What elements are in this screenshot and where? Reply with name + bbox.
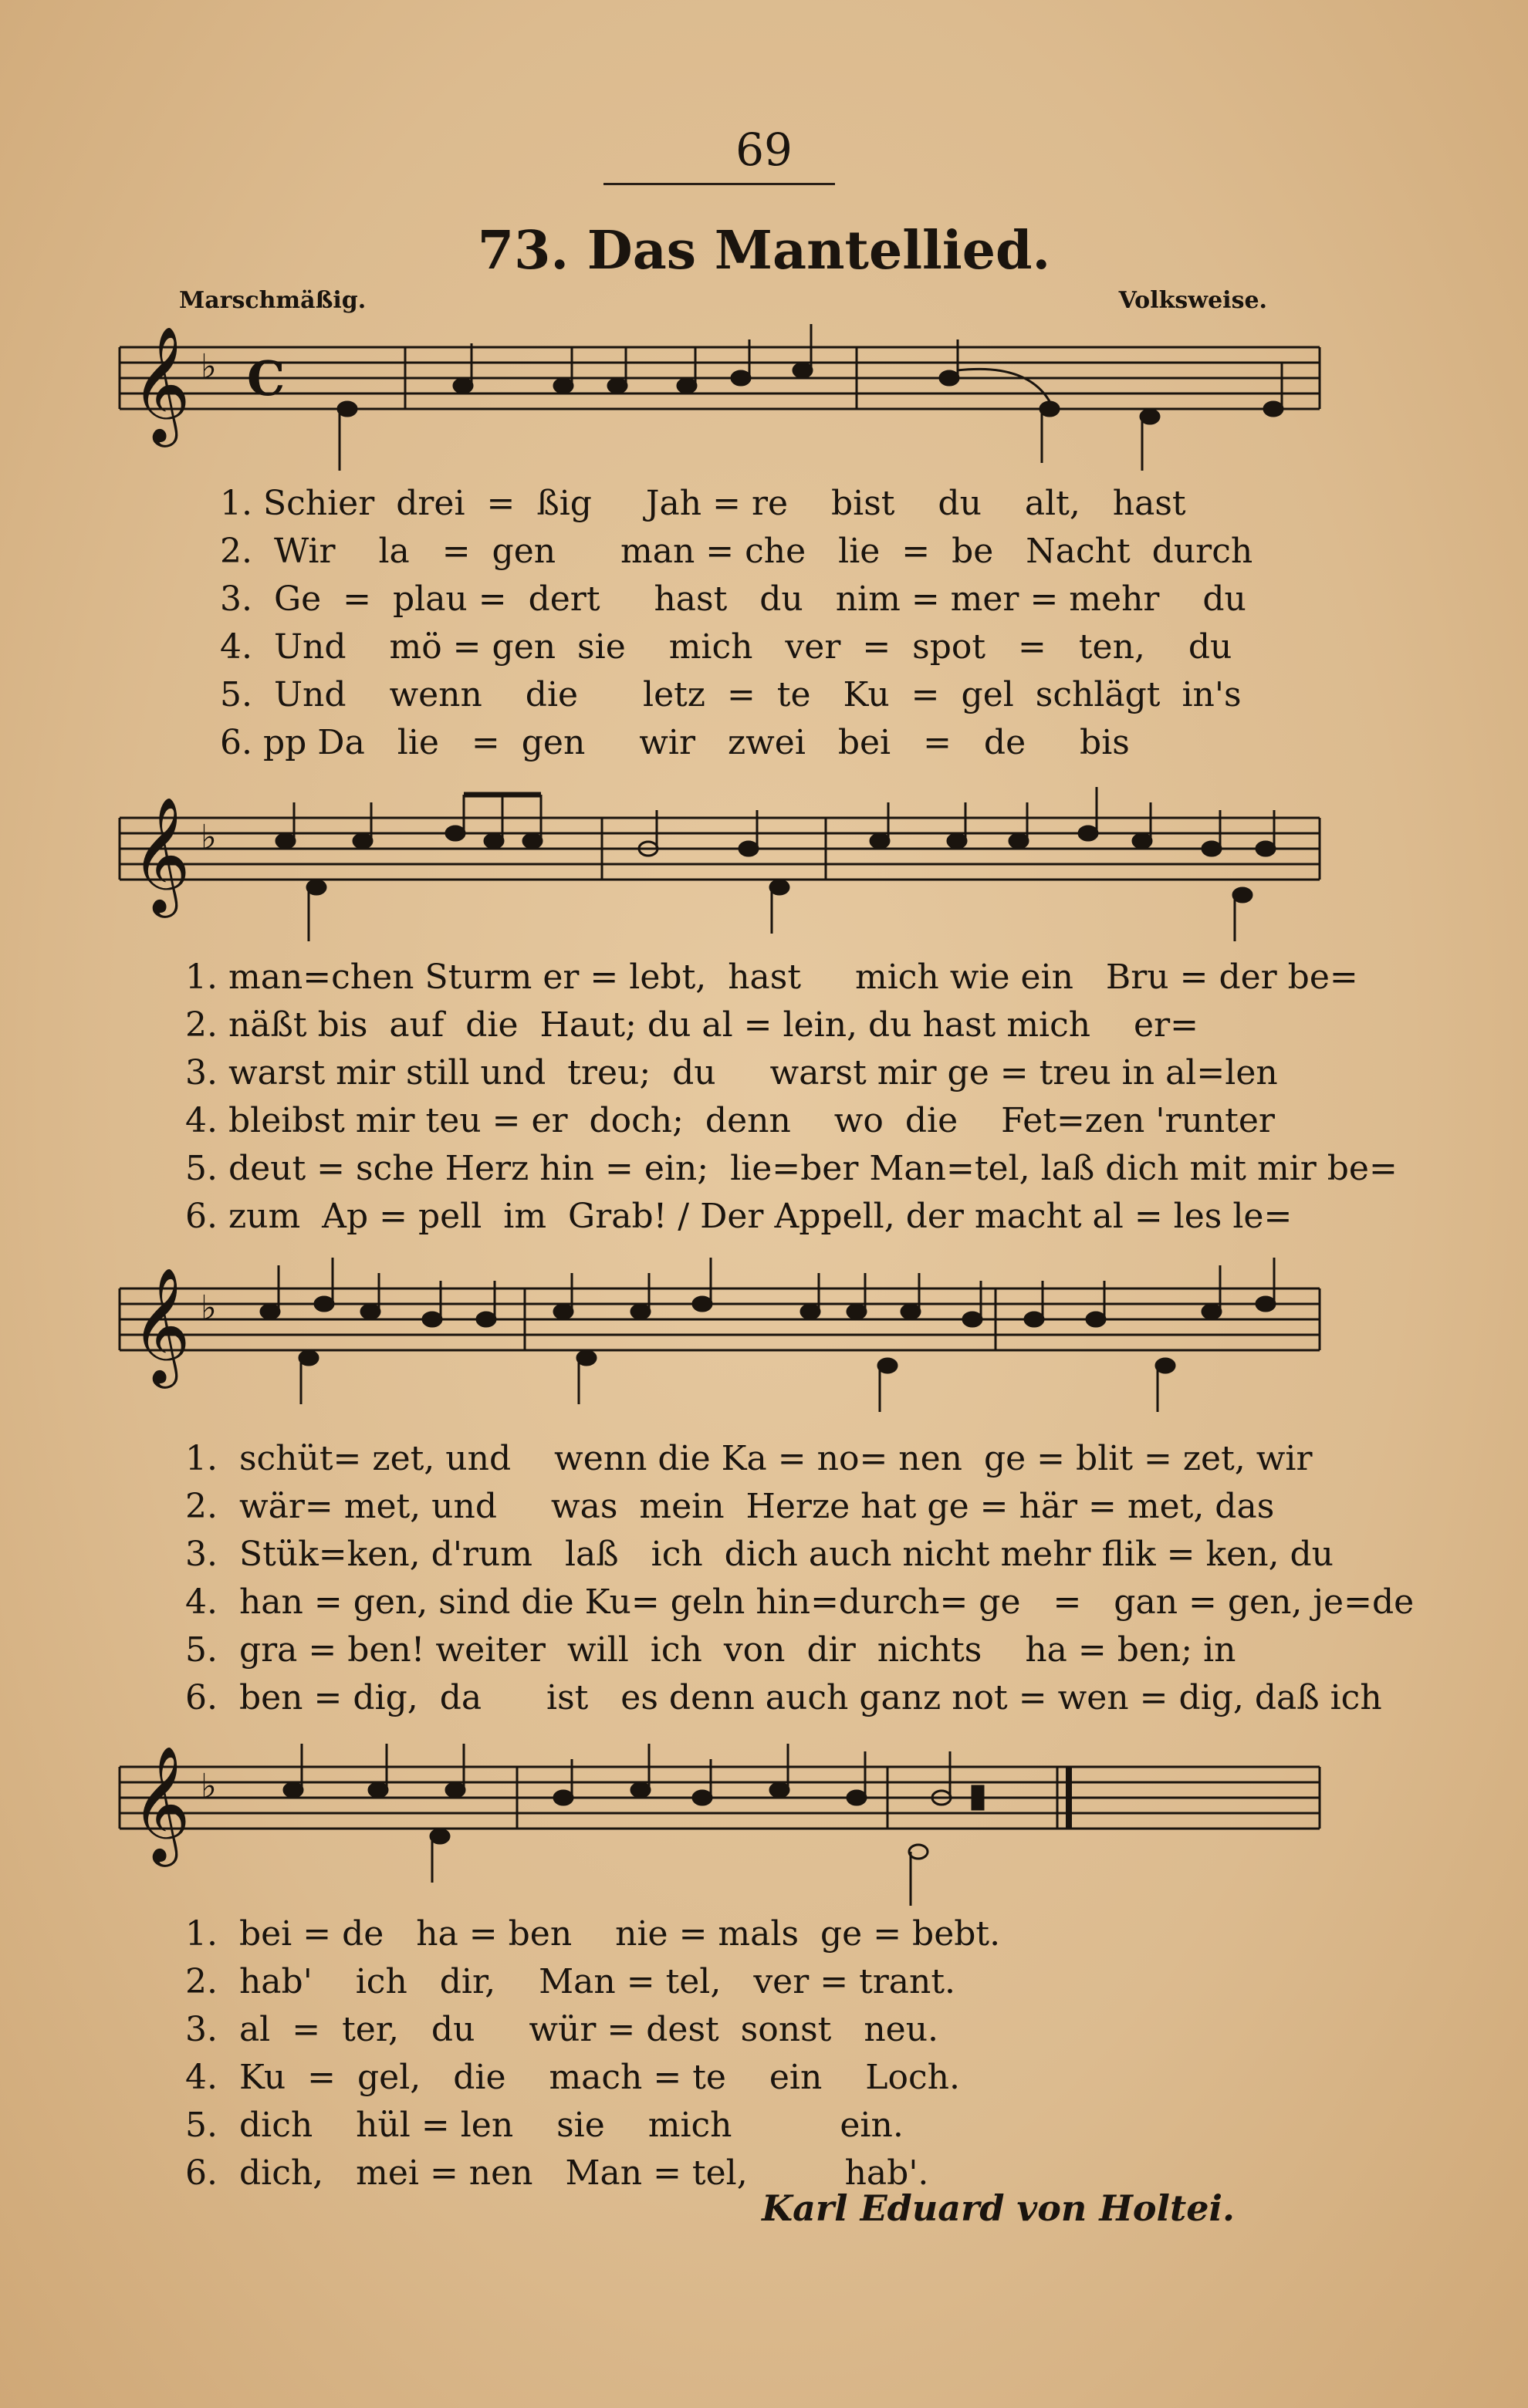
lyric-line: 2. Wir la = gen man = che lie = be Nacht durch: [220, 532, 1253, 571]
lyrics-block-1: [220, 480, 1331, 767]
lyric-line: 4. han = gen, sind die Ku= geln hin=durch= ge = gan = gen, je=de: [185, 1582, 1415, 1622]
lyrics-block-4: [185, 1910, 1296, 2197]
lyric-line: 3. warst mir still und treu; du warst mir ge = treu in al=len: [185, 1053, 1278, 1093]
lyrics-block-3: [185, 1435, 1415, 1722]
lyric-line: 5. Und wenn die letz = te Ku = gel schlägt in's: [220, 675, 1242, 714]
svg-text:𝄞: 𝄞: [131, 1744, 191, 1862]
lyric-line: 3. Stük=ken, d'rum laß ich dich auch nicht mehr flik = ken, du: [185, 1535, 1334, 1574]
svg-text:𝄞: 𝄞: [131, 1266, 191, 1383]
song-title: 73. Das Mantellied.: [477, 220, 1051, 282]
page-number-rule: [603, 183, 835, 185]
svg-text:♭: ♭: [201, 347, 217, 387]
lyric-line: 2. näßt bis auf die Haut; du al = lein, du hast mich er=: [185, 1005, 1198, 1045]
svg-text:♭: ♭: [201, 818, 217, 857]
staff-notation-4: [116, 1744, 1327, 1906]
melody-attribution: Volksweise.: [1118, 287, 1267, 314]
lyric-line: 3. Ge = plau = dert hast du nim = mer = mehr du: [220, 579, 1246, 619]
lyricist-credit: Karl Eduard von Holtei.: [762, 2187, 1235, 2229]
lyric-line: 1. schüt= zet, und wenn die Ka = no= nen ge = blit = zet, wir: [185, 1439, 1313, 1478]
svg-text:♭: ♭: [201, 1767, 217, 1806]
lyrics-block-2: [185, 954, 1398, 1241]
lyric-line: 6. pp Da lie = gen wir zwei bei = de bis: [220, 723, 1130, 762]
lyric-line: 6. zum Ap = pell im Grab! / Der Appell, der macht al = les le=: [185, 1197, 1293, 1236]
lyric-line: 4. Ku = gel, die mach = te ein Loch.: [185, 2058, 960, 2097]
svg-text:C: C: [247, 350, 286, 407]
staff-notation-3: [116, 1266, 1327, 1427]
lyric-line: 6. ben = dig, da ist es denn auch ganz not = wen = dig, daß ich: [185, 1678, 1382, 1717]
lyric-line: 5. dich hül = len sie mich ein.: [185, 2106, 904, 2145]
lyric-line: 3. al = ter, du wür = dest sonst neu.: [185, 2010, 939, 2049]
lyric-line: 5. deut = sche Herz hin = ein; lie=ber Man=tel, laß dich mit mir be=: [185, 1149, 1398, 1188]
lyric-line: 2. hab' ich dir, Man = tel, ver = trant.: [185, 1962, 956, 2001]
lyric-line: 1. Schier drei = ßig Jah = re bist du alt, hast: [220, 484, 1186, 523]
staff-notation-1: [116, 325, 1327, 486]
lyric-line: 1. man=chen Sturm er = lebt, hast mich wie ein Bru = der be=: [185, 957, 1358, 997]
lyric-line: 4. Und mö = gen sie mich ver = spot = ten, du: [220, 627, 1232, 667]
lyric-line: 5. gra = ben! weiter will ich von dir nichts ha = ben; in: [185, 1630, 1236, 1670]
lyric-line: 4. bleibst mir teu = er doch; denn wo die Fet=zen 'runter: [185, 1101, 1275, 1140]
svg-text:𝄞: 𝄞: [131, 795, 191, 913]
lyric-line: 1. bei = de ha = ben nie = mals ge = bebt.: [185, 1914, 1001, 1954]
lyric-line: 2. wär= met, und was mein Herze hat ge = här = met, das: [185, 1487, 1275, 1526]
tempo-marking: Marschmäßig.: [179, 287, 367, 314]
svg-text:𝄞: 𝄞: [131, 325, 191, 442]
lyric-line: 6. dich, mei = nen Man = tel, hab'.: [185, 2153, 929, 2193]
staff-notation-2: [116, 795, 1327, 957]
svg-text:♭: ♭: [201, 1288, 217, 1328]
page-number: 69: [735, 123, 793, 176]
